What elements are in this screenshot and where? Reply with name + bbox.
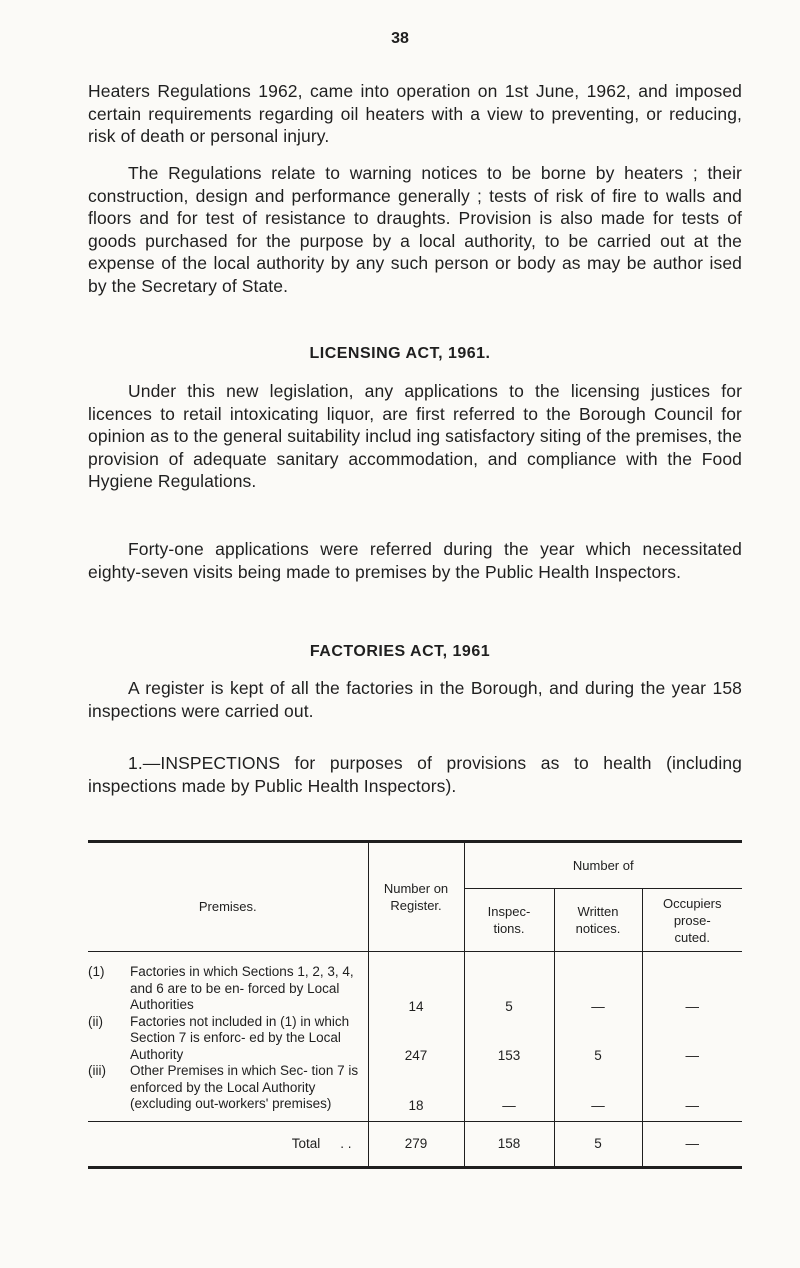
written-value: — — [554, 952, 642, 1014]
total-register: 279 — [368, 1121, 464, 1167]
register-value: 18 — [368, 1063, 464, 1121]
premises-cell — [88, 1063, 368, 1121]
row-number: (ii) — [88, 1013, 103, 1029]
row-number: (1) — [88, 964, 105, 979]
premises-description: Factories not included in (1) in which Section 7 is enforc- ed by the Local Authority — [130, 1013, 350, 1062]
inspections-value: 5 — [464, 952, 554, 1014]
row-number: (iii) — [88, 1063, 106, 1078]
premises-cell — [88, 952, 368, 1014]
header-register: Number on Register. — [368, 842, 464, 952]
premises-cell — [88, 1014, 368, 1064]
written-value: 5 — [554, 1014, 642, 1064]
occupiers-value: — — [642, 952, 742, 1014]
licensing-paragraph-1-block — [88, 380, 742, 493]
factories-paragraph-2: 1.—INSPECTIONS for purposes of provisions as to health (including inspections made by Public Health Inspectors). — [88, 753, 742, 796]
header-occupiers: Occupiers prose- cuted. — [642, 889, 742, 952]
total-leader-dots: . . — [340, 1136, 352, 1151]
register-value: 14 — [368, 952, 464, 1014]
heaters-paragraph-block — [88, 80, 742, 148]
premises-description: Factories in which Sections 1, 2, 3, 4, and 6 are to be en- forced by Local Authorities — [130, 964, 354, 1012]
total-row — [88, 1121, 742, 1167]
table-row — [88, 1014, 742, 1064]
licensing-paragraph-2: Forty-one applications were referred during the year which necessitated eighty-seven visits being made to premises by the Public Health Inspectors. — [88, 539, 742, 582]
inspections-value: — — [464, 1063, 554, 1121]
factories-paragraph-1: A register is kept of all the factories in the Borough, and during the year 158 inspections were carried out. — [88, 678, 742, 721]
premises-description: Other Premises in which Sec- tion 7 is enforced by the Local Authority (excluding out-workers' premises) — [130, 1063, 359, 1111]
register-value: 247 — [368, 1014, 464, 1064]
licensing-paragraph-1: Under this new legislation, any applications to the licensing justices for licences to retail intoxicating liquor, are first referred to the Borough Council for opinion as to the general suitability includ ing satisfactory siting of the premises, the provision of adequate sanitary accommodation, and compliance with the Food Hygiene Regulations. — [88, 381, 742, 491]
heaters-paragraph: Heaters Regulations 1962, came into operation on 1st June, 1962, and imposed certain requirements regarding oil heaters with a view to preventing, or reducing, risk of death or personal injury. — [88, 81, 742, 146]
table-row — [88, 1063, 742, 1121]
header-written: Written notices. — [554, 889, 642, 952]
header-premises: Premises. — [88, 842, 368, 952]
total-inspections: 158 — [464, 1121, 554, 1167]
inspections-value: 153 — [464, 1014, 554, 1064]
total-written: 5 — [554, 1121, 642, 1167]
table-row — [88, 952, 742, 1014]
occupiers-value: — — [642, 1014, 742, 1064]
occupiers-value: — — [642, 1063, 742, 1121]
regulations-paragraph: The Regulations relate to warning notices to be borne by heaters ; their construction, design and performance generally ; tests of risk of fire to walls and floors and for test of resistance to draughts. Provision is also made for tests of goods purchased for the purpose by a local authority, to be carried out at the expense of the local authority by any such person or body as may be author ised by the Secretary of State. — [88, 163, 742, 296]
total-label-text: Total — [291, 1136, 321, 1151]
regulations-paragraph-block — [88, 162, 742, 297]
total-occupiers: — — [642, 1121, 742, 1167]
total-label — [88, 1121, 368, 1167]
factories-paragraph-2-block — [88, 752, 742, 797]
table-header-row-1 — [88, 842, 742, 889]
licensing-paragraph-2-block — [88, 538, 742, 583]
written-value: — — [554, 1063, 642, 1121]
inspections-table — [88, 840, 742, 1169]
licensing-heading: LICENSING ACT, 1961. — [309, 345, 491, 362]
factories-heading: FACTORIES ACT, 1961 — [309, 643, 491, 660]
factories-paragraph-1-block — [88, 677, 742, 722]
header-number-of: Number of — [464, 842, 742, 889]
page-number: 38 — [391, 30, 409, 47]
header-inspections: Inspec- tions. — [464, 889, 554, 952]
